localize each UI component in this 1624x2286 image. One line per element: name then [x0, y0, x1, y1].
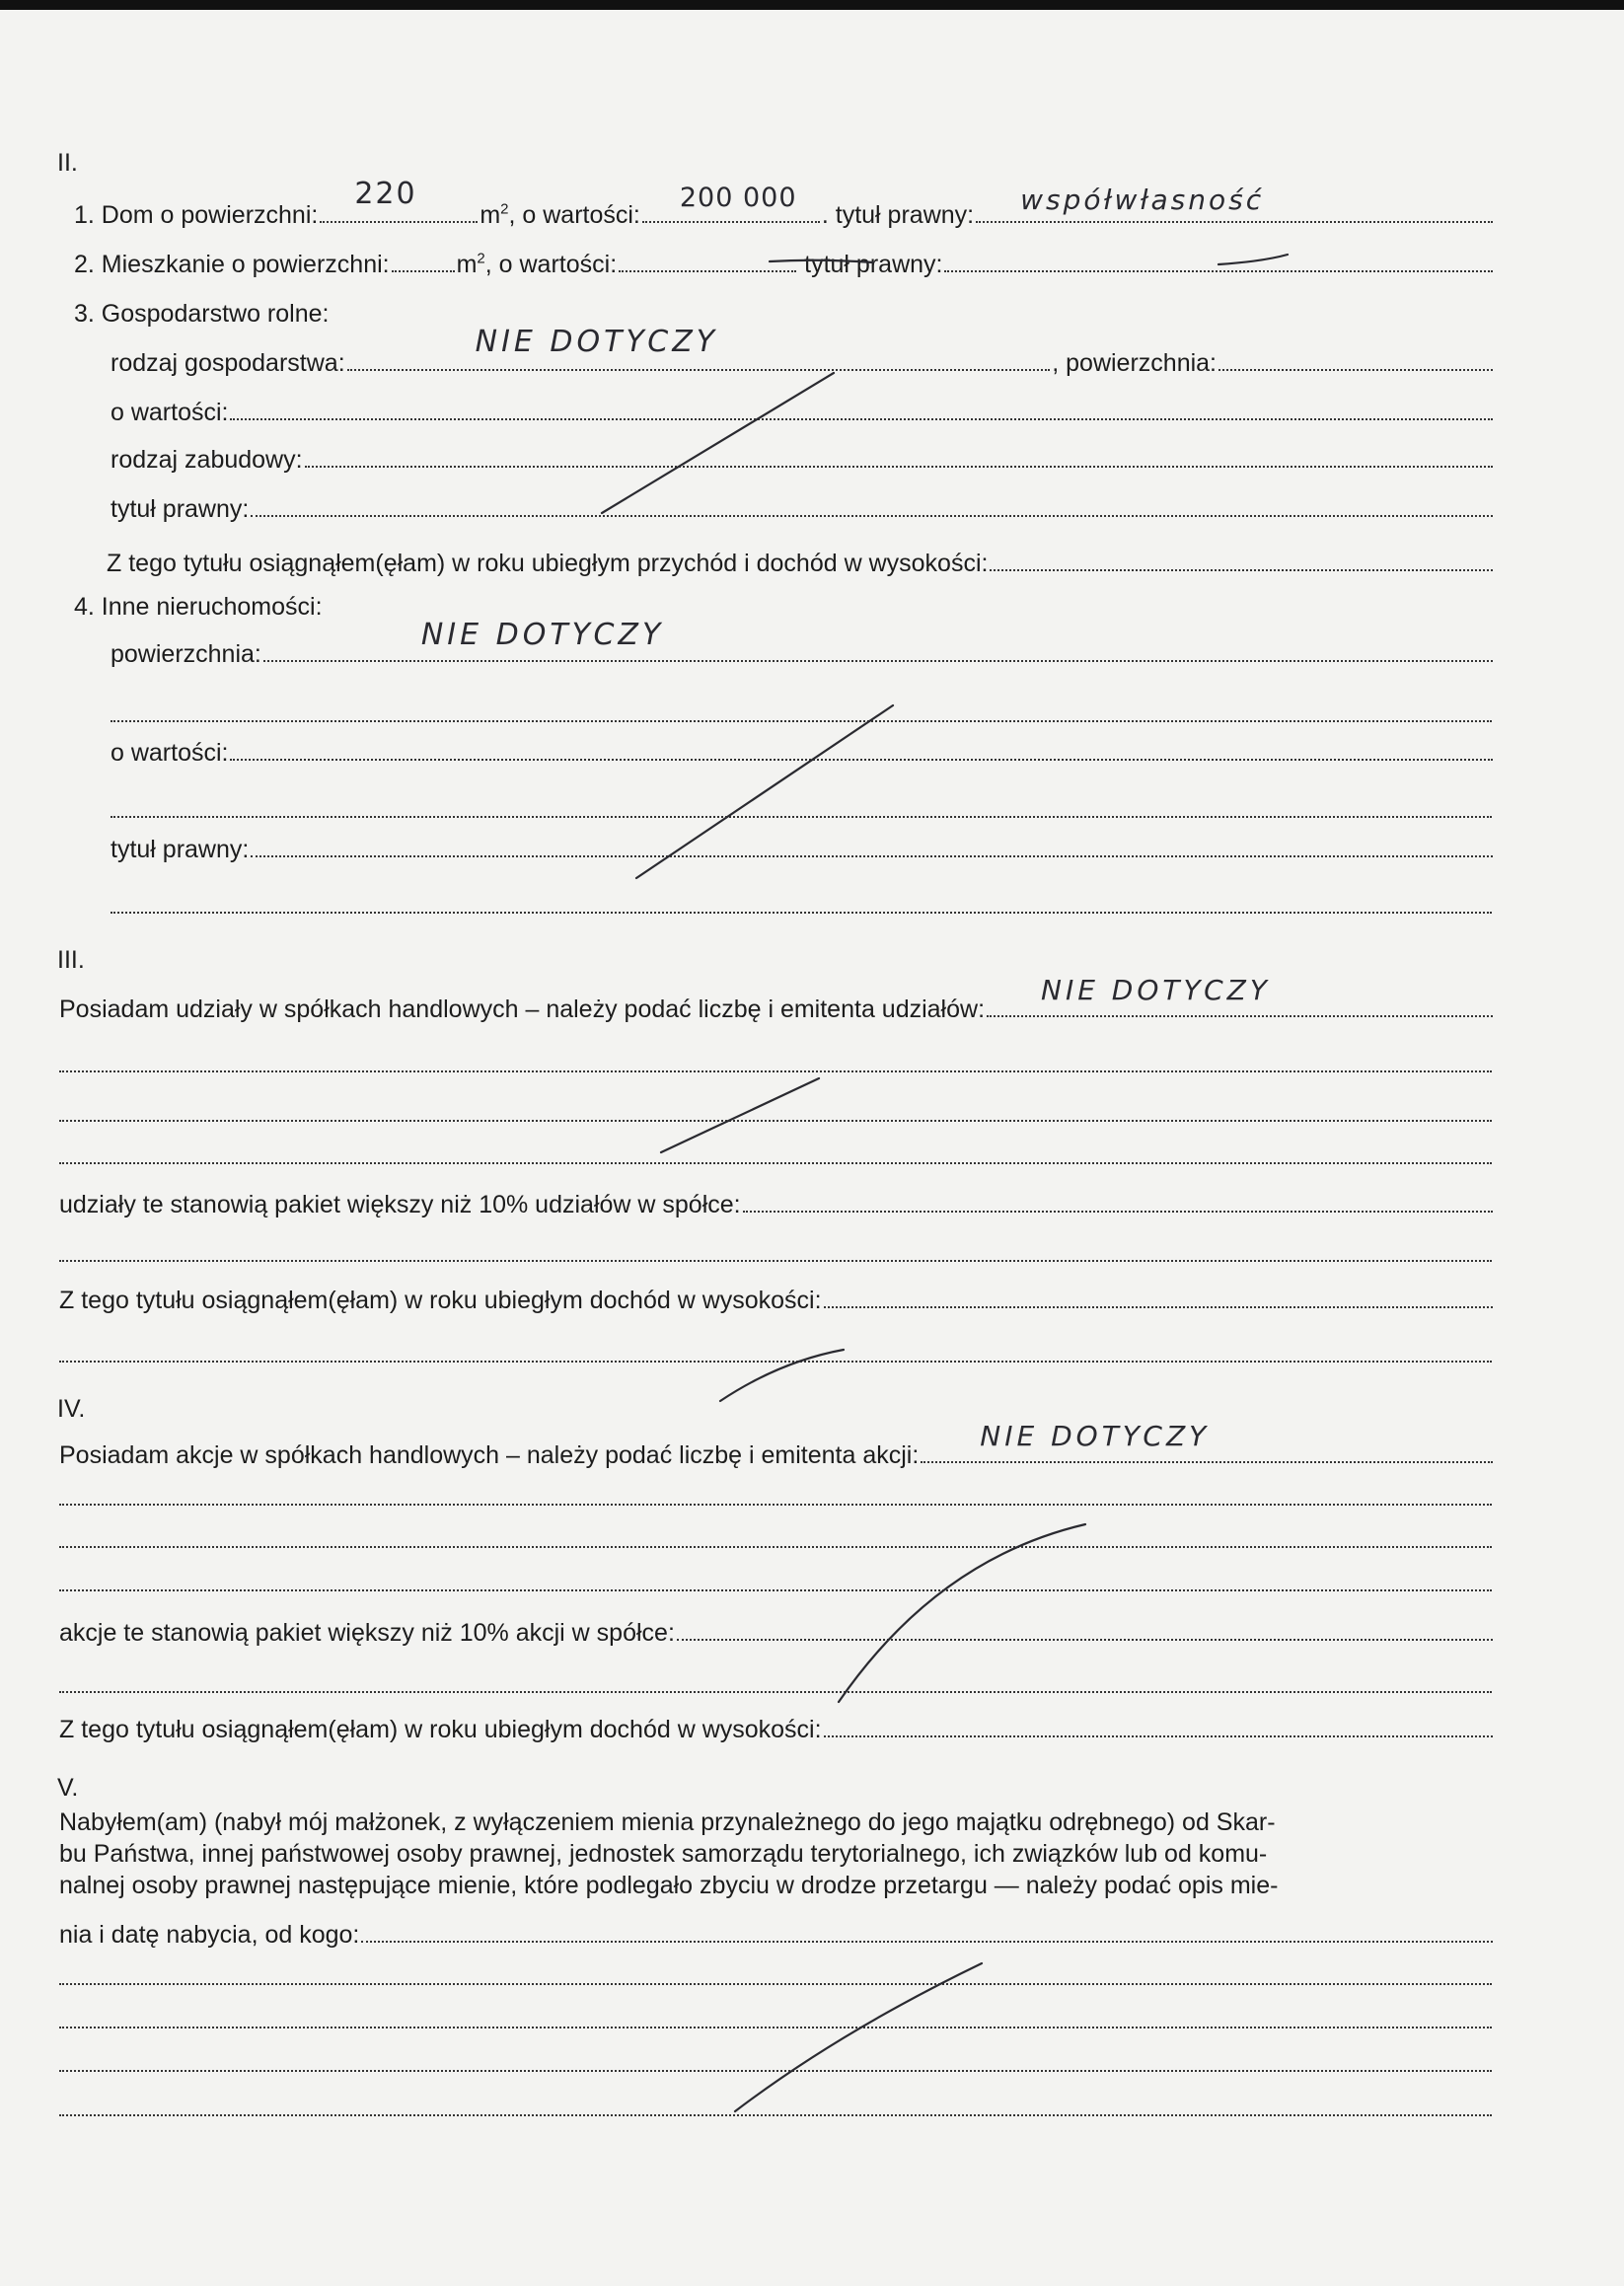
other-title-extra-line[interactable]: [111, 912, 1492, 914]
section-v-heading: V.: [57, 1774, 79, 1802]
house-value-label: , o wartości:: [508, 201, 640, 229]
house-value-field[interactable]: [642, 183, 820, 223]
farm-title-field[interactable]: [251, 515, 1493, 517]
farm-building-field[interactable]: [305, 466, 1493, 468]
house-value-handwritten: 200 000: [679, 183, 797, 213]
shares-income-label: Z tego tytułu osiągnąłem(ęłam) w roku ubiegłym dochód w wysokości:: [59, 1287, 822, 1314]
acquisition-label: nia i datę nabycia, od kogo:: [59, 1921, 360, 1949]
farm-building-label: rodzaj zabudowy:: [111, 446, 303, 474]
shares-label: Posiadam udziały w spółkach handlowych – należy podać liczbę i emitenta udziałów:: [59, 996, 986, 1023]
acquisition-extra-line-2[interactable]: [59, 2027, 1492, 2028]
other-value-row: [111, 738, 1495, 768]
apartment-title-field[interactable]: [944, 270, 1493, 272]
farm-value-label: o wartości:: [111, 399, 229, 426]
farm-area-field[interactable]: [1218, 369, 1493, 371]
stocks-package-field[interactable]: [677, 1639, 1493, 1641]
farm-type-row: [111, 325, 1495, 378]
apartment-area-unit: $m^2$: [456, 250, 485, 278]
stocks-package-label: akcje te stanowią pakiet większy niż 10% akcji w spółce:: [59, 1619, 675, 1647]
stocks-crossout-stroke: [839, 1524, 1085, 1702]
shares-income-extra-line[interactable]: [59, 1361, 1492, 1363]
farm-type-handwritten: NIE DOTYCZY: [475, 325, 719, 359]
stocks-income-label: Z tego tytułu osiągnąłem(ęłam) w roku ubiegłym dochód w wysokości:: [59, 1716, 822, 1743]
acquisition-extra-line-3[interactable]: [59, 2070, 1492, 2072]
house-title-handwritten: współwłasność: [1020, 184, 1265, 216]
farm-income-label: Z tego tytułu osiągnąłem(ęłam) w roku ubiegłym przychód i dochód w wysokości:: [107, 550, 989, 577]
shares-field[interactable]: [987, 974, 1493, 1017]
shares-package-label: udziały te stanowią pakiet większy niż 10% udziałów w spółce:: [59, 1191, 741, 1218]
apartment-title-label: tytuł prawny:: [804, 251, 943, 278]
stocks-package-row: [59, 1618, 1495, 1648]
other-value-label: o wartości:: [111, 739, 229, 767]
shares-crossout-stroke: [661, 1078, 819, 1152]
shares-extra-line-1[interactable]: [59, 1070, 1492, 1072]
farm-type-field[interactable]: [347, 325, 1051, 371]
section-ii-heading: II.: [57, 149, 78, 177]
farm-crossout-stroke: [602, 373, 834, 513]
other-title-label: tytuł prawny:: [111, 836, 250, 863]
apartment-value-field[interactable]: [619, 270, 796, 272]
shares-income-crossout-stroke: [720, 1350, 844, 1401]
section-iii-heading: III.: [57, 946, 85, 974]
house-row: [74, 177, 1495, 230]
house-title-field[interactable]: [976, 184, 1493, 223]
stocks-package-extra-line[interactable]: [59, 1691, 1492, 1693]
farm-income-row: [107, 549, 1495, 578]
apartment-label: 2. Mieszkanie o powierzchni:: [74, 251, 390, 278]
apartment-value-label: , o wartości:: [484, 251, 618, 278]
section-iv-heading: IV.: [57, 1395, 86, 1423]
shares-extra-line-2[interactable]: [59, 1120, 1492, 1122]
farm-value-field[interactable]: [230, 418, 1493, 420]
stocks-extra-line-2[interactable]: [59, 1546, 1492, 1548]
apartment-row: [74, 250, 1495, 279]
other-value-extra-line[interactable]: [111, 816, 1492, 818]
farm-title-label: tytuł prawny:: [111, 495, 250, 523]
shares-package-row: [59, 1190, 1495, 1219]
stocks-income-field[interactable]: [824, 1735, 1493, 1737]
stocks-field[interactable]: [921, 1420, 1493, 1463]
acquisition-extra-line-1[interactable]: [59, 1983, 1492, 1985]
acquisition-text-line-3: nalnej osoby prawnej następujące mienie, które podlegało zbyciu w drodze przetargu — należy podać opis mie-: [59, 1872, 1279, 1899]
other-area-row: [111, 618, 1495, 669]
farm-building-row: [111, 445, 1495, 475]
shares-package-field[interactable]: [743, 1211, 1493, 1213]
shares-income-field[interactable]: [824, 1306, 1493, 1308]
stocks-handwritten: NIE DOTYCZY: [980, 1420, 1211, 1452]
farm-area-label: , powierzchnia:: [1052, 349, 1217, 377]
stocks-label: Posiadam akcje w spółkach handlowych – należy podać liczbę i emitenta akcji:: [59, 1441, 920, 1469]
stocks-extra-line-3[interactable]: [59, 1589, 1492, 1591]
house-area-field[interactable]: [320, 177, 478, 223]
other-area-field[interactable]: [263, 618, 1493, 662]
stocks-income-row: [59, 1715, 1495, 1744]
shares-income-row: [59, 1286, 1495, 1315]
farm-label: 3. Gospodarstwo rolne:: [74, 300, 330, 328]
house-label: 1. Dom o powierzchni:: [74, 201, 319, 229]
apartment-area-field[interactable]: [392, 270, 455, 272]
farm-income-field[interactable]: [990, 569, 1493, 571]
acquisition-text-line-2: bu Państwa, innej państwowej osoby prawnej, jednostek samorządu terytorialnego, ich związków lub od komu-: [59, 1840, 1268, 1868]
other-area-handwritten: NIE DOTYCZY: [420, 618, 665, 652]
stocks-extra-line-1[interactable]: [59, 1504, 1492, 1506]
other-area-label: powierzchnia:: [111, 640, 261, 668]
farm-type-label: rodzaj gospodarstwa:: [111, 349, 345, 377]
farm-title-row: [111, 494, 1495, 524]
acquisition-row: [59, 1920, 1495, 1950]
shares-handwritten: NIE DOTYCZY: [1041, 974, 1271, 1006]
other-value-field[interactable]: [230, 759, 1493, 761]
shares-row: [59, 974, 1495, 1024]
acquisition-extra-line-4[interactable]: [59, 2114, 1492, 2116]
farm-value-row: [111, 398, 1495, 427]
house-area-handwritten: 220: [354, 177, 417, 211]
house-title-label: . tytuł prawny:: [821, 201, 975, 229]
other-property-label: 4. Inne nieruchomości:: [74, 593, 323, 621]
other-title-field[interactable]: [251, 855, 1493, 857]
acquisition-field[interactable]: [361, 1941, 1493, 1943]
other-title-row: [111, 835, 1495, 864]
shares-extra-line-3[interactable]: [59, 1162, 1492, 1164]
acquisition-text-line-1: Nabyłem(am) (nabył mój małżonek, z wyłączeniem mienia przynależnego do jego majątku odrębnego) od Skar-: [59, 1808, 1276, 1836]
stocks-row: [59, 1420, 1495, 1470]
acquisition-crossout-stroke: [735, 1963, 982, 2111]
house-area-unit: $m^2$: [480, 200, 509, 229]
shares-package-extra-line[interactable]: [59, 1260, 1492, 1262]
other-area-extra-line[interactable]: [111, 720, 1492, 722]
